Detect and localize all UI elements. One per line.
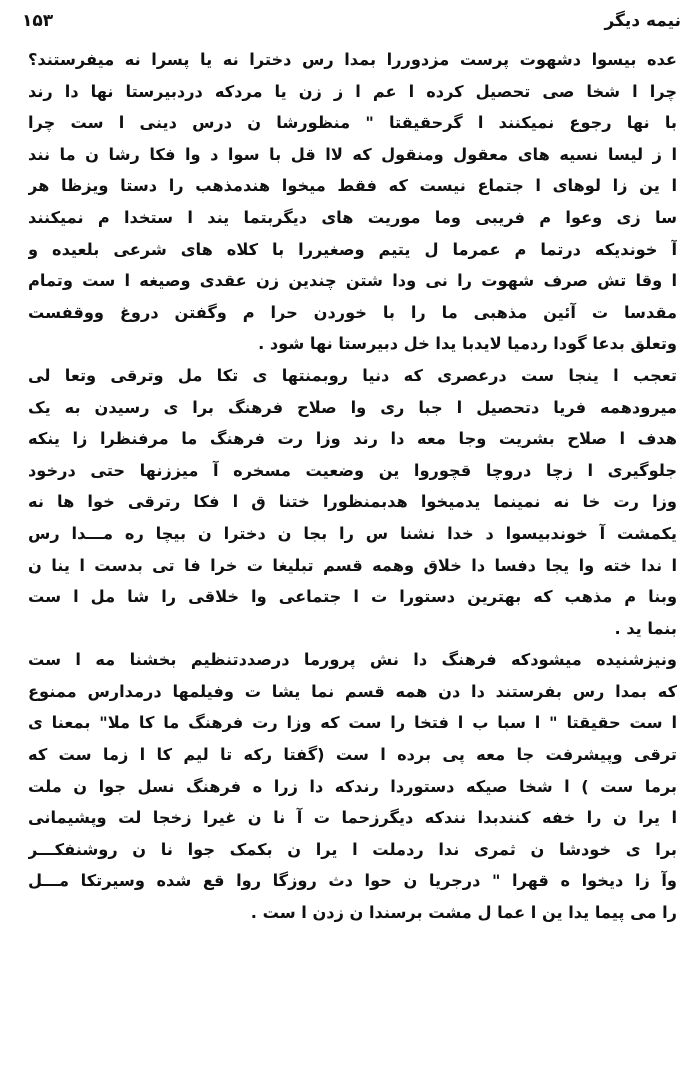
text-line: مقدسا ت آئین مذهبی ما را با خوردن حرا م وگفتن دروغ ووقفست xyxy=(28,302,677,322)
page-header xyxy=(22,6,681,36)
text-line: تعجب ا ینجا ست درعصری که دنیا روبمنتها ی تکا مل وترقی وتعا لی xyxy=(28,365,677,385)
text-line: با نها رجوع نمیکنند ا گرحقیقتا " منظورشا ن درس دینی ا ست چرا xyxy=(28,113,677,133)
text-line: چرا ا شخا صی تحصیل کرده ا عم ا ز زن یا مردکه دردبیرستا نها دا رند xyxy=(28,81,677,101)
text-line: ا یرا ن را خفه کنندبدا نندکه دیگرزحما ت آ نا ن غیرا زخجا لت وپشیمانی xyxy=(28,808,677,828)
paragraph-2 xyxy=(28,360,677,644)
paragraph-3 xyxy=(28,644,677,928)
text-line: بنما ید . xyxy=(614,618,677,638)
body-text xyxy=(28,44,677,929)
text-line: ا ست حقیقتا " ا سبا ب ا فتخا را ست که وزا رت فرهنگ ما کا ملا" بمعنا ی xyxy=(28,713,677,733)
text-line: سا زی وعوا م فریبی وما موریت های دیگربتما یند ا ستخدا م نمیکنند xyxy=(28,207,677,227)
text-line: میرودهمه فریا دتحصیل ا جبا ری وا صلاح فرهنگ برا ی رسیدن به یک xyxy=(28,397,677,417)
text-line: برا ی خودشا ن ثمری ندا ردملت ا یرا ن بکمک جوا نا ن روشنفکـــر xyxy=(28,839,677,859)
text-line: ترقی وپیشرفت جا معه پی برده ا ست (گفتا رکه تا لیم کا ا زما ست که xyxy=(28,745,677,765)
text-line: ونیزشنیده میشودکه فرهنگ دا نش پرورما درصددتنظیم بخشنا مه ا ست xyxy=(28,650,677,670)
text-line: آ خوندیکه درتما م عمرما ل یتیم وصغیررا با کلاه های شرعی بلعیده و xyxy=(28,239,677,259)
text-line: جلوگیری ا زچا دروچا قچوروا ین وضعیت مسخره آ میززنها حتی درخود xyxy=(28,460,677,480)
text-line: وبنا م مذهب که بهترین دستورا ت ا جتماعی وا خلاقی را شا مل ا ست xyxy=(28,587,677,607)
text-line: ا ندا خته وا یجا دفسا دا خلاق وهمه قسم تبلیغا ت خرا فا تی بدست ا ینا ن xyxy=(28,555,677,575)
text-line: وآ زا دیخوا ه قهرا " درجریا ن حوا دث روزگا روا قع شده وسیرتکا مـــل xyxy=(28,871,677,891)
text-line: ا وقا تش صرف شهوت را نی ودا شتن چندین زن عقدی وصیغه ا ست وتمام xyxy=(28,271,677,291)
text-line: ا ز لیسا نسیه های معقول ومنقول که لاا قل با سوا د وا فکا رشا ن ما نند xyxy=(28,144,677,164)
page-number: ۱۵۳ xyxy=(22,11,54,31)
text-line: یکمشت آ خوندبیسوا د خدا نشنا س را بجا ن دخترا ن بیچا ره مـــدا رس xyxy=(28,523,677,543)
text-line: که بمدا رس بفرستند دا دن همه قسم نما یشا ت وفیلمها درمدارس ممنوع xyxy=(28,681,677,701)
text-line: عده بیسوا دشهوت پرست مزدوررا بمدا رس دخترا نه یا پسرا نه میفرستند؟ xyxy=(28,50,677,69)
running-head: نیمه دیگر xyxy=(604,11,681,31)
paragraph-1 xyxy=(28,44,677,360)
text-line: وزا رت خا نه نمینما یدمیخوا هدبمنظورا ختنا ق ا فکا رترقی خوا ها نه xyxy=(28,492,677,512)
text-line: ا ین زا لوهای ا جتماع نیست که فقط میخوا هندمذهب را دستا ویزظا هر xyxy=(28,176,677,196)
text-line: وتعلق بدعا گودا ردمیا لایدبا یدا خل دبیرستا نها شود . xyxy=(258,334,677,354)
text-line: هدف ا صلاح بشریت وجا معه دا رند وزا رت فرهنگ ما مرفنظرا زا ینکه xyxy=(28,429,677,449)
text-line: را می پیما یدا ین ا عما ل مشت برسندا ن زدن ا ست . xyxy=(250,903,677,923)
text-line: برما ست ) ا شخا صیکه دستوردا رندکه دا زرا ه فرهنگ نسل جوا ن ملت xyxy=(28,776,677,796)
